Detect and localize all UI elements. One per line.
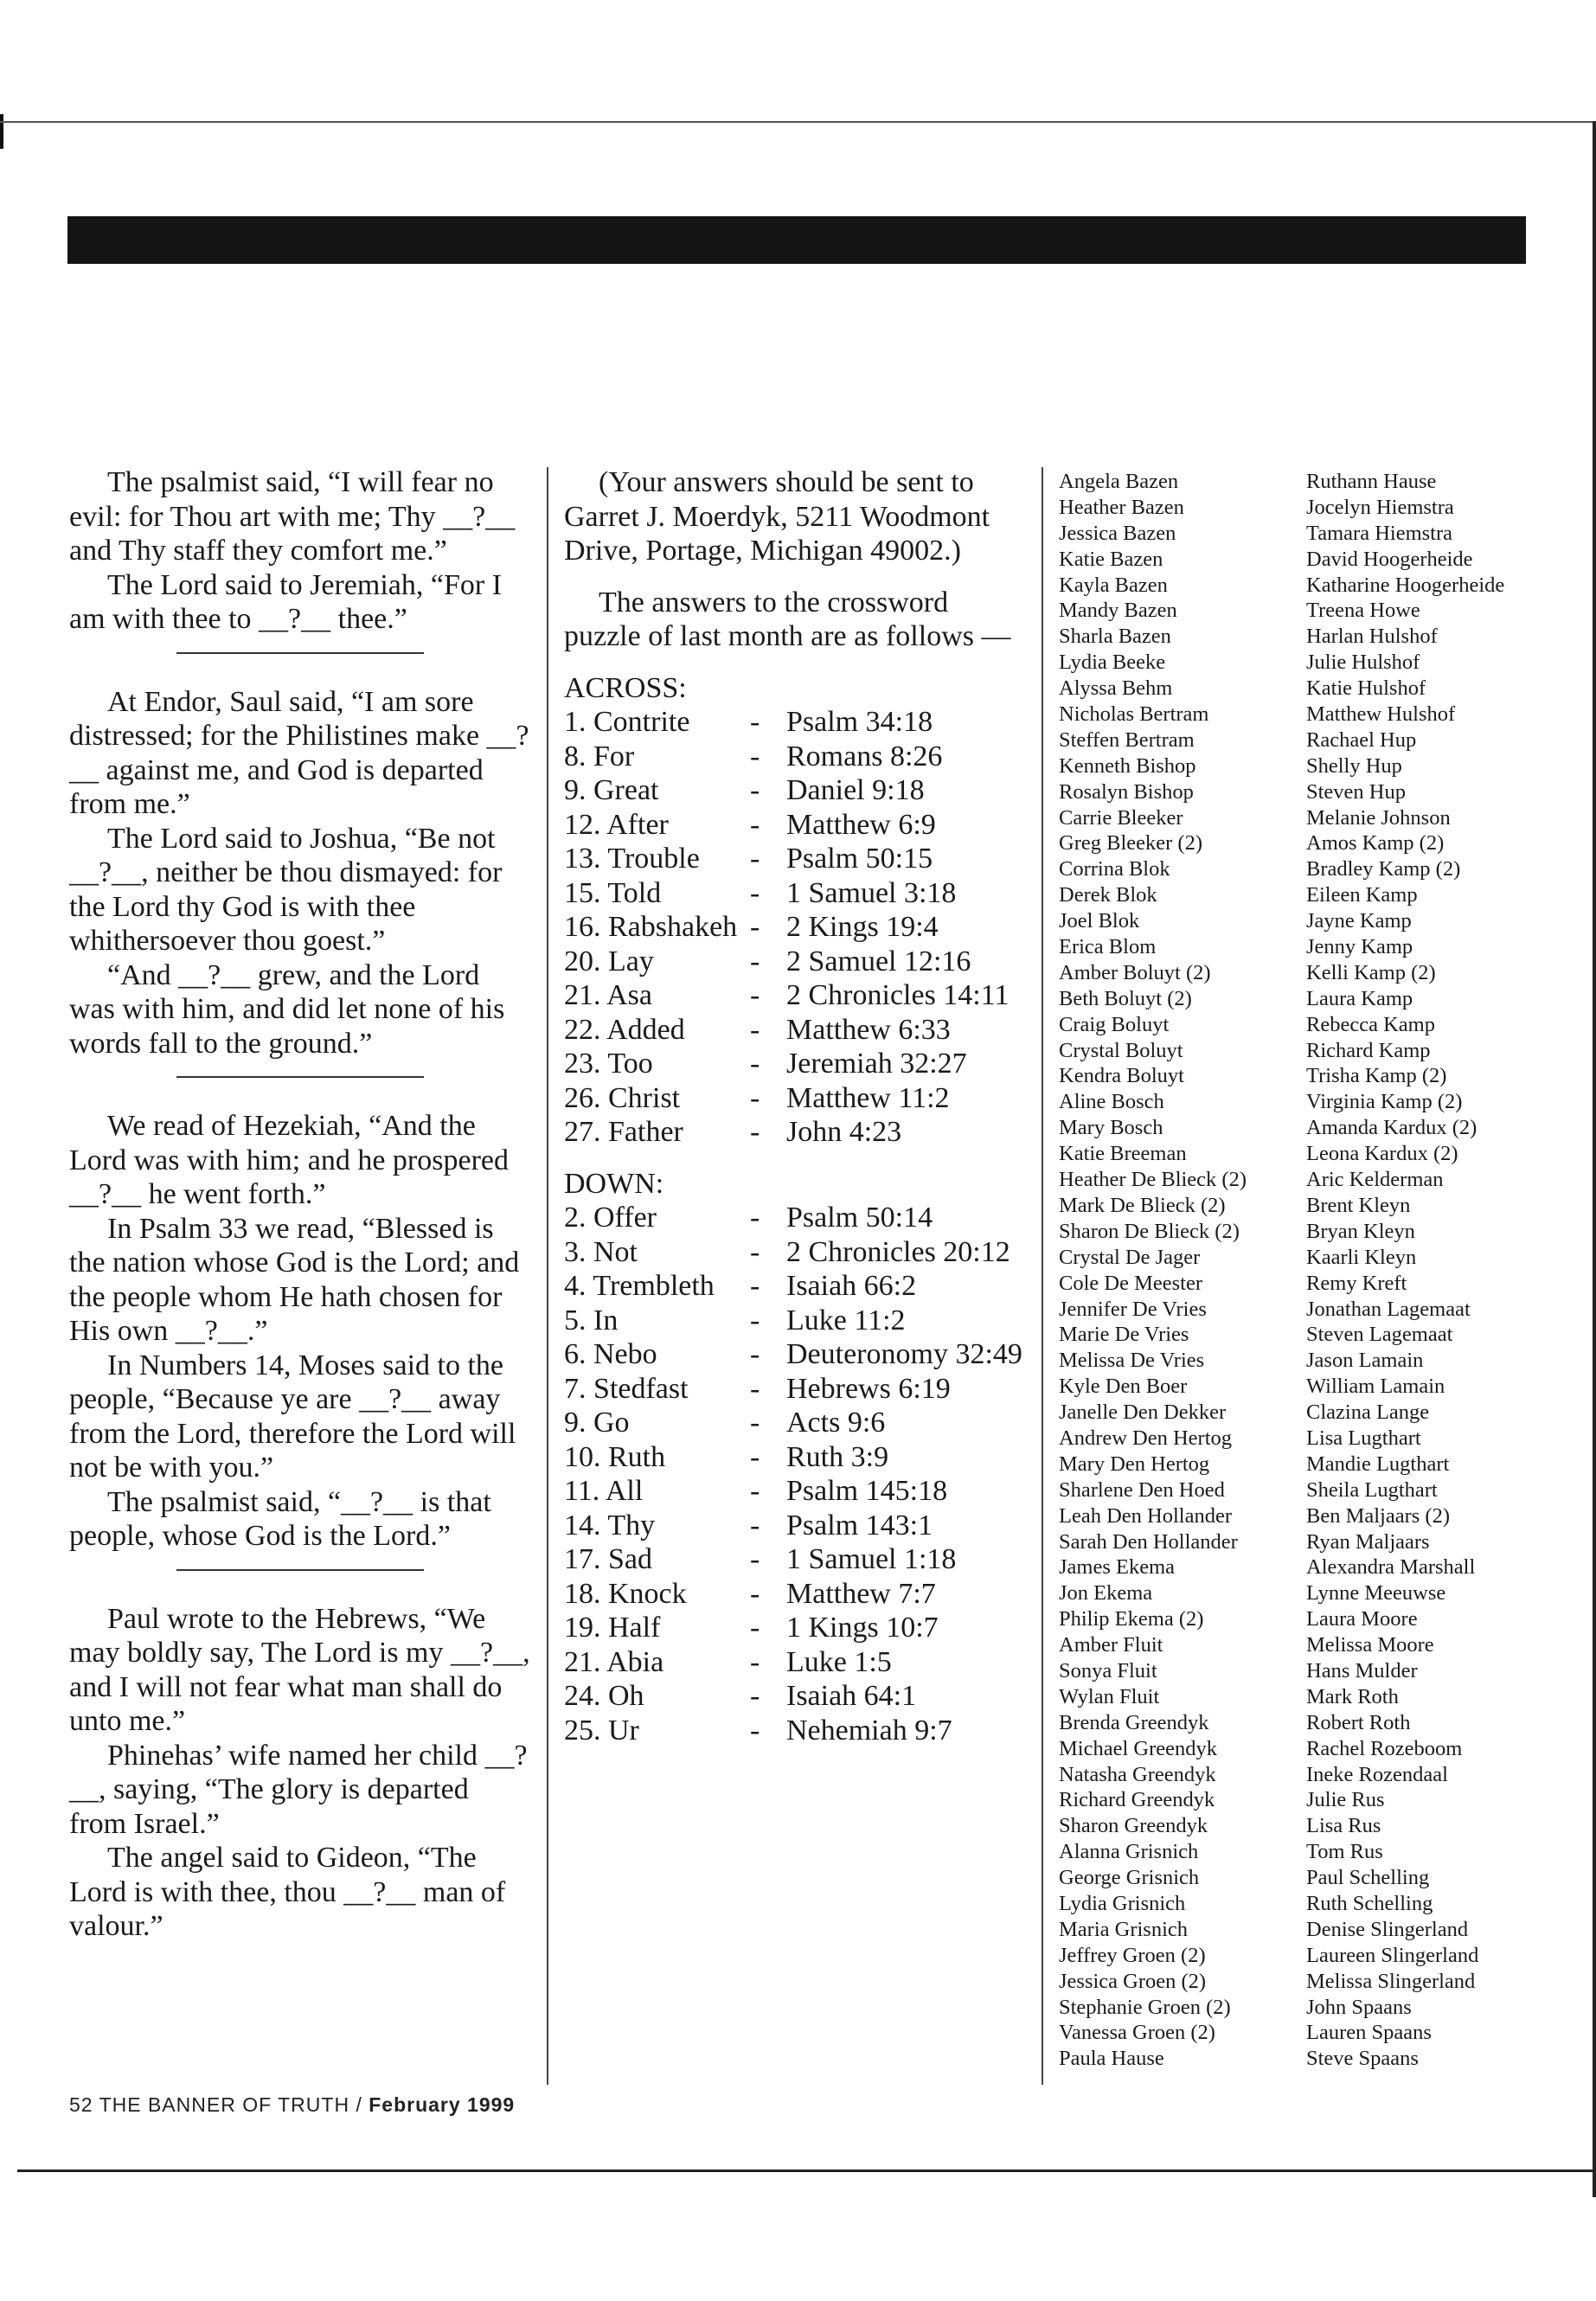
solver-name: Aline Bosch bbox=[1059, 1090, 1164, 1114]
answer-word: 27. Father bbox=[564, 1116, 683, 1148]
answer-dash: - bbox=[750, 911, 760, 943]
down-answer-row bbox=[564, 1235, 1022, 1270]
answer-dash: - bbox=[750, 1543, 760, 1575]
answer-dash: - bbox=[750, 1612, 760, 1644]
answer-word: 15. Told bbox=[564, 876, 662, 909]
solver-name: Amanda Kardux (2) bbox=[1306, 1116, 1477, 1140]
down-answer-row bbox=[564, 1337, 1022, 1372]
solver-name: Corrina Blok bbox=[1059, 857, 1170, 881]
solver-name: Alyssa Behm bbox=[1059, 676, 1173, 701]
solver-name: Carrie Bleeker bbox=[1059, 805, 1183, 830]
solver-name: William Lamain bbox=[1306, 1375, 1445, 1399]
solver-name: Mandie Lugthart bbox=[1306, 1452, 1450, 1476]
solver-name: Katie Bazen bbox=[1059, 547, 1163, 571]
answer-dash: - bbox=[750, 945, 760, 977]
answers-column bbox=[564, 465, 1022, 1747]
header-bar bbox=[67, 216, 1526, 264]
quiz-question: At Endor, Saul said, “I am sore distressed; for the Philistines make __?__ against me, and God is departed from me.” bbox=[69, 685, 529, 820]
column-rule bbox=[547, 467, 548, 2085]
solver-name: Melissa De Vries bbox=[1059, 1349, 1205, 1373]
solver-name: Remy Kreft bbox=[1306, 1271, 1407, 1295]
answer-word: 11. All bbox=[564, 1475, 644, 1507]
answer-dash: - bbox=[750, 1081, 760, 1114]
answer-reference: Jeremiah 32:27 bbox=[786, 1048, 967, 1080]
answer-dash: - bbox=[750, 1475, 760, 1507]
solver-name: Lydia Grisnich bbox=[1059, 1891, 1186, 1915]
answer-dash: - bbox=[750, 1372, 760, 1405]
down-answer-row bbox=[564, 1269, 1022, 1304]
answer-dash: - bbox=[750, 1680, 760, 1712]
answer-reference: Psalm 50:15 bbox=[786, 843, 933, 875]
solver-name: Julie Rus bbox=[1306, 1788, 1385, 1812]
solver-name: Jenny Kamp bbox=[1306, 935, 1413, 959]
solver-name: Melissa Slingerland bbox=[1306, 1969, 1476, 1993]
solver-name: Robert Roth bbox=[1306, 1710, 1411, 1734]
solver-name: Crystal De Jager bbox=[1059, 1245, 1201, 1269]
solver-name: Ruth Schelling bbox=[1306, 1891, 1433, 1915]
answer-reference: Nehemiah 9:7 bbox=[786, 1714, 952, 1747]
column-rule bbox=[1042, 467, 1043, 2085]
across-answer-row bbox=[564, 705, 1022, 740]
down-answer-row bbox=[564, 1542, 1022, 1577]
down-answer-row bbox=[564, 1372, 1022, 1407]
answer-reference: Matthew 7:7 bbox=[786, 1577, 936, 1610]
solver-name: Richard Kamp bbox=[1306, 1038, 1431, 1062]
solvers-list-2 bbox=[1306, 469, 1504, 2072]
footer-divider: / bbox=[356, 2093, 362, 2116]
answer-word: 2. Offer bbox=[564, 1202, 657, 1234]
across-answer-row bbox=[564, 978, 1022, 1013]
solver-name: Lisa Lugthart bbox=[1306, 1426, 1421, 1450]
solver-name: Andrew Den Hertog bbox=[1059, 1426, 1233, 1450]
solver-name: Laura Moore bbox=[1306, 1607, 1418, 1631]
across-answer-row bbox=[564, 842, 1022, 876]
solver-name: Melanie Johnson bbox=[1306, 805, 1451, 830]
quiz-question: Phinehas’ wife named her child __?__, saying, “The glory is departed from Israel.” bbox=[69, 1739, 528, 1840]
answer-dash: - bbox=[750, 808, 760, 841]
answer-word: 8. For bbox=[564, 740, 635, 772]
across-answer-row bbox=[564, 1047, 1022, 1081]
down-answer-row bbox=[564, 1611, 1022, 1645]
solver-name: Sharla Bazen bbox=[1059, 625, 1171, 649]
answer-word: 24. Oh bbox=[564, 1680, 644, 1712]
answer-reference: Matthew 11:2 bbox=[786, 1081, 950, 1114]
solver-name: Julie Hulshof bbox=[1306, 651, 1420, 675]
answer-word: 18. Knock bbox=[564, 1577, 687, 1610]
solver-name: Aric Kelderman bbox=[1306, 1168, 1444, 1192]
solver-name: Philip Ekema (2) bbox=[1059, 1607, 1204, 1631]
across-answer-row bbox=[564, 1115, 1022, 1150]
answer-dash: - bbox=[750, 740, 760, 772]
page-number: 52 bbox=[69, 2093, 93, 2116]
solver-name: Amber Boluyt (2) bbox=[1059, 960, 1211, 984]
quiz-column bbox=[69, 465, 532, 1944]
solver-name: Mary Bosch bbox=[1059, 1116, 1163, 1140]
answer-reference: 1 Kings 10:7 bbox=[786, 1612, 939, 1644]
solver-name: Denise Slingerland bbox=[1306, 1917, 1469, 1941]
answer-dash: - bbox=[750, 843, 760, 875]
solver-name: Mary Den Hertog bbox=[1059, 1452, 1210, 1476]
across-heading: ACROSS: bbox=[564, 671, 687, 704]
solver-name: Kenneth Bishop bbox=[1059, 753, 1196, 778]
answer-dash: - bbox=[750, 1048, 760, 1080]
solver-name: Bradley Kamp (2) bbox=[1306, 857, 1461, 881]
answer-dash: - bbox=[750, 1440, 760, 1473]
quiz-question: Paul wrote to the Hebrews, “We may boldly say, The Lord is my __?__, and I will not fear what man shall do unto me.” bbox=[69, 1602, 530, 1737]
across-answer-row bbox=[564, 808, 1022, 843]
solver-name: Amos Kamp (2) bbox=[1306, 831, 1445, 856]
answer-reference: 1 Samuel 1:18 bbox=[786, 1543, 957, 1575]
solver-name: Mark Roth bbox=[1306, 1684, 1399, 1708]
solver-name: Ben Maljaars (2) bbox=[1306, 1503, 1450, 1528]
solver-name: Alanna Grisnich bbox=[1059, 1840, 1199, 1864]
answer-reference: Psalm 145:18 bbox=[786, 1475, 948, 1507]
quiz-question: The psalmist said, “I will fear no evil: for Thou art with me; Thy __?__ and Thy staff they comfort me.” bbox=[69, 466, 516, 567]
answer-dash: - bbox=[750, 1338, 760, 1370]
solver-name: Eileen Kamp bbox=[1306, 883, 1418, 907]
solver-name: Leona Kardux (2) bbox=[1306, 1142, 1458, 1166]
solver-name: Kayla Bazen bbox=[1059, 573, 1168, 597]
answer-word: 10. Ruth bbox=[564, 1440, 666, 1473]
answer-reference: 2 Kings 19:4 bbox=[786, 911, 939, 943]
solver-name: Jeffrey Groen (2) bbox=[1059, 1943, 1206, 1967]
down-answer-row bbox=[564, 1679, 1022, 1714]
solver-name: Sharlene Den Hoed bbox=[1059, 1477, 1225, 1502]
answer-reference: Ruth 3:9 bbox=[786, 1440, 889, 1473]
solver-name: Vanessa Groen (2) bbox=[1059, 2021, 1215, 2045]
solver-name: Sarah Den Hollander bbox=[1059, 1529, 1238, 1554]
solver-name: Brent Kleyn bbox=[1306, 1193, 1411, 1217]
solver-name: Brenda Greendyk bbox=[1059, 1710, 1209, 1734]
answer-reference: Daniel 9:18 bbox=[786, 774, 925, 806]
solver-name: Sonya Fluit bbox=[1059, 1658, 1157, 1682]
solver-name: Amber Fluit bbox=[1059, 1633, 1163, 1657]
solver-name: Sharon Greendyk bbox=[1059, 1814, 1208, 1838]
page-right-edge bbox=[1593, 121, 1596, 2197]
down-answer-row bbox=[564, 1645, 1022, 1680]
solver-name: Rebecca Kamp bbox=[1306, 1012, 1435, 1036]
answer-dash: - bbox=[750, 876, 760, 909]
solver-name: Steffen Bertram bbox=[1059, 727, 1195, 752]
quiz-question: We read of Hezekiah, “And the Lord was with him; and he prospered __?__ he went forth.” bbox=[69, 1110, 509, 1210]
page-edge-mark bbox=[0, 114, 3, 149]
answer-word: 7. Stedfast bbox=[564, 1372, 689, 1405]
section-divider bbox=[176, 1569, 424, 1571]
solver-name: Natasha Greendyk bbox=[1059, 1762, 1216, 1786]
solver-name: Erica Blom bbox=[1059, 935, 1157, 959]
solver-name: Marie De Vries bbox=[1059, 1323, 1189, 1347]
solver-name: Melissa Moore bbox=[1306, 1633, 1434, 1657]
bottom-rule bbox=[17, 2170, 1596, 2172]
answer-dash: - bbox=[750, 1577, 760, 1610]
solver-name: Rosalyn Bishop bbox=[1059, 779, 1194, 804]
solver-name: Katie Hulshof bbox=[1306, 676, 1426, 701]
answer-word: 20. Lay bbox=[564, 945, 654, 977]
publication-name: THE BANNER OF TRUTH bbox=[99, 2093, 350, 2116]
solver-name: Maria Grisnich bbox=[1059, 1917, 1188, 1941]
solver-name: Rachael Hup bbox=[1306, 727, 1417, 752]
answer-reference: Deuteronomy 32:49 bbox=[786, 1338, 1022, 1370]
solver-name: Richard Greendyk bbox=[1059, 1788, 1215, 1812]
solver-name: Kendra Boluyt bbox=[1059, 1064, 1184, 1088]
solver-name: Janelle Den Dekker bbox=[1059, 1400, 1227, 1425]
solver-name: Katharine Hoogerheide bbox=[1306, 573, 1505, 597]
solver-name: Trisha Kamp (2) bbox=[1306, 1064, 1447, 1088]
answer-reference: Psalm 143:1 bbox=[786, 1509, 933, 1541]
across-answer-row bbox=[564, 876, 1022, 911]
answer-word: 9. Go bbox=[564, 1407, 630, 1439]
solver-name: Angela Bazen bbox=[1059, 470, 1179, 493]
quiz-question: The Lord said to Jeremiah, “For I am with thee to __?__ thee.” bbox=[69, 568, 503, 635]
answer-dash: - bbox=[750, 1714, 760, 1747]
solver-name: Jonathan Lagemaat bbox=[1306, 1297, 1471, 1321]
solver-name: Sharon De Blieck (2) bbox=[1059, 1219, 1240, 1243]
solver-name: Lynne Meeuwse bbox=[1306, 1581, 1446, 1606]
across-answer-row bbox=[564, 773, 1022, 808]
across-answer-row bbox=[564, 945, 1022, 979]
answer-dash: - bbox=[750, 1645, 760, 1678]
quiz-question: The psalmist said, “__?__ is that people, whose God is the Lord.” bbox=[69, 1485, 491, 1552]
across-answer-row bbox=[564, 910, 1022, 945]
solver-name: Jocelyn Hiemstra bbox=[1306, 495, 1454, 519]
solver-name: Steven Hup bbox=[1306, 779, 1406, 804]
solver-name: John Spaans bbox=[1306, 1995, 1412, 2019]
solver-name: David Hoogerheide bbox=[1306, 547, 1473, 571]
answer-word: 12. After bbox=[564, 808, 669, 841]
answer-dash: - bbox=[750, 1235, 760, 1268]
answer-dash: - bbox=[750, 706, 760, 738]
solver-name: Ineke Rozendaal bbox=[1306, 1762, 1448, 1786]
solver-name: Paul Schelling bbox=[1306, 1866, 1430, 1890]
down-answer-row bbox=[564, 1577, 1022, 1612]
issue-date: February 1999 bbox=[369, 2093, 516, 2116]
solver-name: Matthew Hulshof bbox=[1306, 702, 1456, 727]
answer-reference: Acts 9:6 bbox=[786, 1407, 886, 1439]
solver-name: Alexandra Marshall bbox=[1306, 1555, 1476, 1580]
solver-name: Virginia Kamp (2) bbox=[1306, 1090, 1463, 1114]
down-answer-row bbox=[564, 1201, 1022, 1235]
answer-dash: - bbox=[750, 1116, 760, 1148]
solvers-list-1 bbox=[1059, 469, 1247, 2072]
solver-name: James Ekema bbox=[1059, 1555, 1176, 1580]
down-answer-row bbox=[564, 1440, 1022, 1475]
answer-word: 19. Half bbox=[564, 1612, 661, 1644]
answer-reference: 1 Samuel 3:18 bbox=[786, 876, 957, 909]
answer-word: 9. Great bbox=[564, 774, 659, 806]
answer-dash: - bbox=[750, 1013, 760, 1046]
solver-name: Nicholas Bertram bbox=[1059, 702, 1209, 727]
solver-name: Jayne Kamp bbox=[1306, 909, 1412, 933]
answer-reference: Psalm 50:14 bbox=[786, 1202, 933, 1234]
answers-intro: The answers to the crossword puzzle of last month are as follows — bbox=[564, 586, 1011, 652]
answer-word: 16. Rabshakeh bbox=[564, 911, 738, 943]
down-answer-row bbox=[564, 1474, 1022, 1509]
down-answer-row bbox=[564, 1509, 1022, 1543]
solver-name: Lauren Spaans bbox=[1306, 2021, 1432, 2045]
solver-name: Laureen Slingerland bbox=[1306, 1943, 1479, 1967]
answer-word: 25. Ur bbox=[564, 1714, 639, 1747]
solver-name: Clazina Lange bbox=[1306, 1400, 1430, 1425]
solver-name: Kaarli Kleyn bbox=[1306, 1245, 1417, 1269]
solver-name: Ryan Maljaars bbox=[1306, 1529, 1430, 1554]
answer-reference: Hebrews 6:19 bbox=[786, 1372, 951, 1405]
across-answer-row bbox=[564, 740, 1022, 774]
answer-reference: Romans 8:26 bbox=[786, 740, 943, 772]
answer-dash: - bbox=[750, 1270, 760, 1302]
answer-word: 17. Sad bbox=[564, 1543, 652, 1575]
solver-name: Wylan Fluit bbox=[1059, 1684, 1160, 1708]
solver-name: Jessica Groen (2) bbox=[1059, 1969, 1207, 1993]
solver-name: Jason Lamain bbox=[1306, 1349, 1424, 1373]
answer-reference: Luke 11:2 bbox=[786, 1304, 906, 1336]
down-answer-row bbox=[564, 1304, 1022, 1338]
answer-dash: - bbox=[750, 1304, 760, 1336]
answer-word: 4. Trembleth bbox=[564, 1270, 715, 1302]
answer-word: 22. Added bbox=[564, 1013, 685, 1046]
answer-word: 6. Nebo bbox=[564, 1338, 657, 1370]
solver-name: Crystal Boluyt bbox=[1059, 1038, 1183, 1062]
solver-name: Beth Boluyt (2) bbox=[1059, 986, 1192, 1010]
solver-name: Mandy Bazen bbox=[1059, 599, 1177, 623]
answer-reference: Luke 1:5 bbox=[786, 1645, 892, 1678]
solver-name: Heather Bazen bbox=[1059, 495, 1184, 519]
solver-name: Katie Breeman bbox=[1059, 1142, 1187, 1166]
section-divider bbox=[176, 652, 424, 654]
answer-word: 21. Asa bbox=[564, 979, 652, 1011]
solver-name: Jon Ekema bbox=[1059, 1581, 1153, 1606]
solver-name: George Grisnich bbox=[1059, 1866, 1200, 1890]
quiz-question: The angel said to Gideon, “The Lord is with thee, thou __?__ man of valour.” bbox=[69, 1842, 506, 1942]
solver-name: Lisa Rus bbox=[1306, 1814, 1381, 1838]
across-answers bbox=[564, 705, 1022, 1150]
solver-name: Michael Greendyk bbox=[1059, 1736, 1217, 1760]
solver-name: Laura Kamp bbox=[1306, 986, 1413, 1010]
answer-dash: - bbox=[750, 1202, 760, 1234]
solver-name: Steven Lagemaat bbox=[1306, 1323, 1453, 1347]
solver-name: Harlan Hulshof bbox=[1306, 625, 1438, 649]
across-answer-row bbox=[564, 1013, 1022, 1048]
solver-name: Mark De Blieck (2) bbox=[1059, 1193, 1226, 1217]
solver-name: Craig Boluyt bbox=[1059, 1012, 1170, 1036]
down-answer-row bbox=[564, 1406, 1022, 1440]
solver-name: Tamara Hiemstra bbox=[1306, 521, 1453, 545]
solver-name: Paula Hause bbox=[1059, 2047, 1164, 2071]
answer-word: 5. In bbox=[564, 1304, 619, 1336]
answer-reference: Matthew 6:9 bbox=[786, 808, 936, 841]
down-heading: DOWN: bbox=[564, 1167, 664, 1200]
answer-dash: - bbox=[750, 1509, 760, 1541]
solver-name: Hans Mulder bbox=[1306, 1658, 1418, 1682]
solver-name: Greg Bleeker (2) bbox=[1059, 831, 1202, 856]
solver-name: Rachel Rozeboom bbox=[1306, 1736, 1463, 1760]
answer-word: 21. Abia bbox=[564, 1645, 664, 1678]
page-footer bbox=[69, 2093, 515, 2117]
solver-name: Leah Den Hollander bbox=[1059, 1503, 1232, 1528]
solver-name: Ruthann Hause bbox=[1306, 470, 1437, 493]
section-divider bbox=[176, 1076, 424, 1078]
answer-word: 1. Contrite bbox=[564, 706, 690, 738]
answer-reference: Isaiah 64:1 bbox=[786, 1680, 917, 1712]
solver-name: Kyle Den Boer bbox=[1059, 1375, 1188, 1399]
answer-dash: - bbox=[750, 774, 760, 806]
quiz-question: The Lord said to Joshua, “Be not __?__, neither be thou dismayed: for the Lord thy God is with thee whithersoever thou goest.” bbox=[69, 822, 503, 957]
answer-reference: 2 Chronicles 20:12 bbox=[786, 1235, 1010, 1268]
down-answer-row bbox=[564, 1714, 1022, 1748]
solver-name: Stephanie Groen (2) bbox=[1059, 1995, 1231, 2019]
answer-word: 3. Not bbox=[564, 1235, 638, 1268]
down-answers bbox=[564, 1201, 1022, 1747]
solver-name: Heather De Blieck (2) bbox=[1059, 1168, 1247, 1192]
answer-reference: 2 Chronicles 14:11 bbox=[786, 979, 1010, 1011]
answer-reference: 2 Samuel 12:16 bbox=[786, 945, 971, 977]
solver-name: Tom Rus bbox=[1306, 1840, 1383, 1864]
solver-name: Jessica Bazen bbox=[1059, 521, 1176, 545]
solver-name: Lydia Beeke bbox=[1059, 651, 1166, 675]
answer-dash: - bbox=[750, 979, 760, 1011]
solver-name: Treena Howe bbox=[1306, 599, 1420, 623]
address-note: (Your answers should be sent to Garret J. Moerdyk, 5211 Woodmont Drive, Portage, Michigan 49002.) bbox=[564, 466, 990, 567]
answer-word: 23. Too bbox=[564, 1048, 653, 1080]
solver-name: Kelli Kamp (2) bbox=[1306, 960, 1436, 984]
quiz-question: In Numbers 14, Moses said to the people, “Because ye are __?__ away from the Lord, therefore the Lord will not be with you.” bbox=[69, 1349, 516, 1484]
solver-name: Joel Blok bbox=[1059, 909, 1140, 933]
answer-reference: Psalm 34:18 bbox=[786, 706, 933, 738]
answer-word: 13. Trouble bbox=[564, 843, 700, 875]
answer-reference: Matthew 6:33 bbox=[786, 1013, 951, 1046]
quiz-question: “And __?__ grew, and the Lord was with him, and did let none of his words fall to the ground.” bbox=[69, 958, 505, 1060]
solver-name: Sheila Lugthart bbox=[1306, 1477, 1438, 1502]
solver-name: Jennifer De Vries bbox=[1059, 1297, 1207, 1321]
answer-reference: Isaiah 66:2 bbox=[786, 1270, 917, 1302]
quiz-question: In Psalm 33 we read, “Blessed is the nation whose God is the Lord; and the people whom He hath chosen for His own __?__.” bbox=[69, 1212, 520, 1347]
solver-name: Bryan Kleyn bbox=[1306, 1219, 1415, 1243]
answer-dash: - bbox=[750, 1407, 760, 1439]
across-answer-row bbox=[564, 1081, 1022, 1116]
answer-reference: John 4:23 bbox=[786, 1116, 902, 1148]
answer-word: 14. Thy bbox=[564, 1509, 656, 1541]
solver-name: Shelly Hup bbox=[1306, 753, 1402, 778]
solver-name: Cole De Meester bbox=[1059, 1271, 1202, 1295]
answer-word: 26. Christ bbox=[564, 1081, 681, 1114]
top-rule bbox=[0, 121, 1596, 123]
solver-name: Derek Blok bbox=[1059, 883, 1157, 907]
solver-name: Steve Spaans bbox=[1306, 2047, 1419, 2071]
